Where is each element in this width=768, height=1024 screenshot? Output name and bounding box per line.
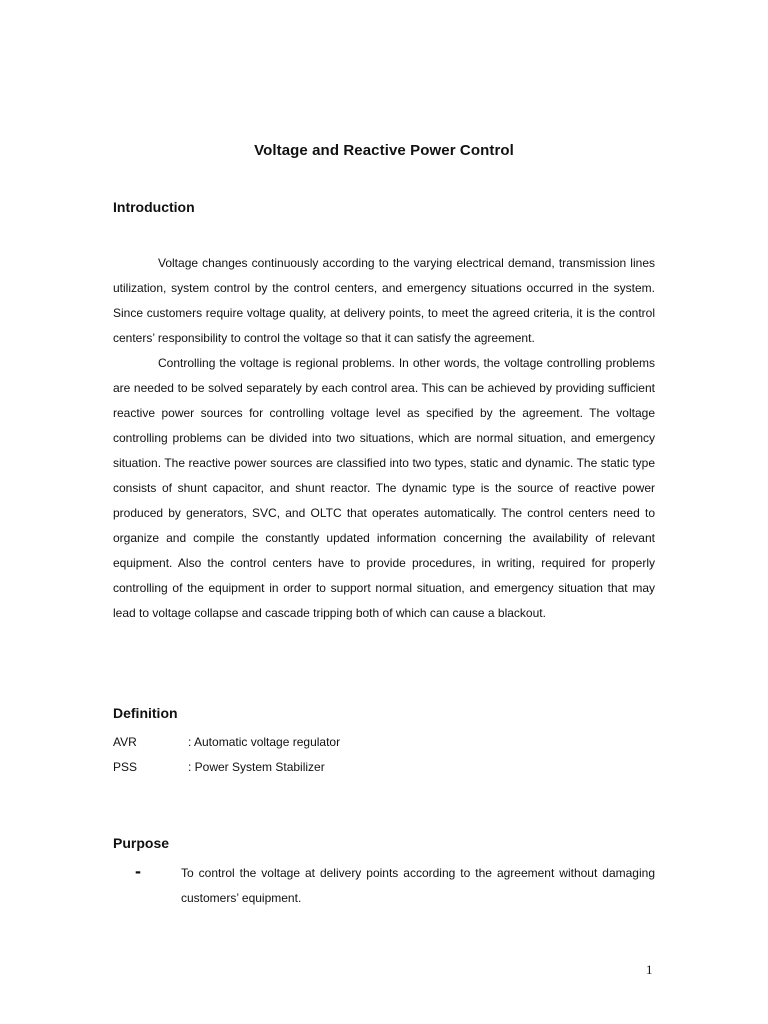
purpose-item: To control the voltage at delivery points according to the agreement without damaging customers’ equipment. (181, 866, 655, 905)
definition-row (113, 759, 325, 775)
definition-row (113, 734, 340, 750)
introduction-body (113, 251, 655, 626)
purpose-heading: Purpose (113, 835, 170, 851)
definition-heading: Definition (113, 705, 178, 721)
introduction-paragraph: Voltage changes continuously according to the varying electrical demand, transmission lines utilization, system control by the control centers, and emergency situations occurred in the system. Since customers require voltage quality, at delivery points, to meet the agreed criteria, it is the control centers’ responsibility to control the voltage so that it can satisfy the agreement. (113, 256, 655, 345)
introduction-heading: Introduction (113, 199, 195, 215)
document-title: Voltage and Reactive Power Control (254, 142, 514, 159)
definition-text: : Automatic voltage regulator (188, 735, 341, 749)
definition-term: PSS (113, 760, 138, 774)
bullet-dash: - (135, 861, 141, 881)
definition-term: AVR (113, 735, 137, 749)
introduction-paragraph: Controlling the voltage is regional problems. In other words, the voltage controlling problems are needed to be solved separately by each control area. This can be achieved by providing sufficient reactive power sources for controlling voltage level as specified by the agreement. The voltage controlling problems can be divided into two situations, which are normal situation, and emergency situation. The reactive power sources are classified into two types, static and dynamic. The static type consists of shunt capacitor, and shunt reactor. The dynamic type is the source of reactive power produced by generators, SVC, and OLTC that operates automatically. The control centers need to organize and compile the constantly updated information concerning the availability of relevant equipment. Also the control centers have to provide procedures, in writing, required for properly controlling of the equipment in order to support normal situation, and emergency situation that may lead to voltage collapse and cascade tripping both of which can cause a blackout. (113, 356, 655, 620)
definition-text: : Power System Stabilizer (188, 760, 325, 774)
page-number: 1 (646, 962, 653, 977)
